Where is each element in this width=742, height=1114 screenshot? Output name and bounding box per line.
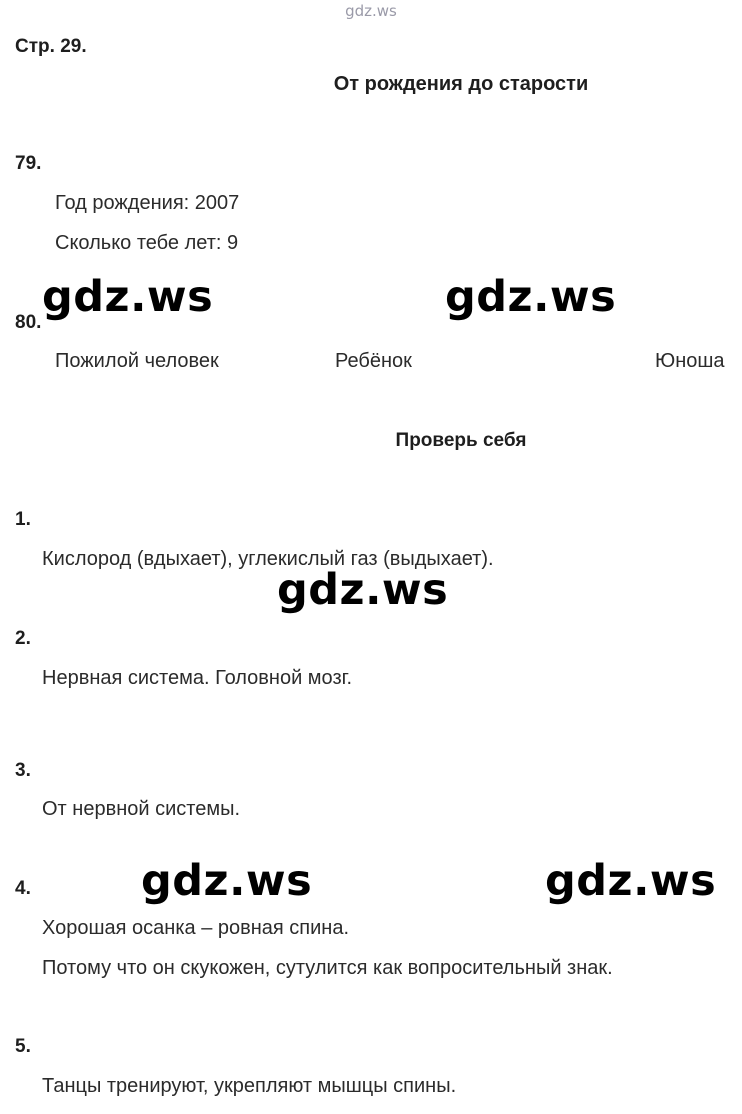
task-number-79: 79. bbox=[15, 153, 42, 174]
answer-2-line-1: Нервная система. Головной мозг. bbox=[42, 667, 353, 689]
word-child: Ребёнок bbox=[335, 350, 412, 372]
answer-number-5: 5. bbox=[15, 1036, 31, 1057]
site-watermark-top: gdz.ws bbox=[345, 2, 397, 20]
answer-number-1: 1. bbox=[15, 509, 31, 530]
task-number-80: 80. bbox=[15, 312, 42, 333]
birth-year-text: Год рождения: 2007 bbox=[55, 192, 240, 214]
answer-number-2: 2. bbox=[15, 628, 31, 649]
answer-1-line-1: Кислород (вдыхает), углекислый газ (выдыхает). bbox=[42, 548, 494, 570]
answer-number-3: 3. bbox=[15, 760, 31, 781]
watermark-1: gdz.ws bbox=[42, 272, 214, 322]
watermark-5: gdz.ws bbox=[545, 856, 717, 906]
age-text: Сколько тебе лет: 9 bbox=[55, 232, 239, 254]
section-title: От рождения до старости bbox=[333, 73, 589, 95]
check-yourself-title: Проверь себя bbox=[395, 430, 527, 451]
watermark-3: gdz.ws bbox=[277, 565, 449, 615]
answer-4-line-2: Потому что он скукожен, сутулится как вопросительный знак. bbox=[42, 957, 613, 979]
answer-3-line-1: От нервной системы. bbox=[42, 798, 240, 820]
answer-4-line-1: Хорошая осанка – ровная спина. bbox=[42, 917, 350, 939]
word-youth: Юноша bbox=[655, 350, 725, 372]
watermark-4: gdz.ws bbox=[141, 856, 313, 906]
answer-number-4: 4. bbox=[15, 878, 31, 899]
answer-5-line-1: Танцы тренируют, укрепляют мышцы спины. bbox=[42, 1075, 457, 1097]
watermark-2: gdz.ws bbox=[445, 272, 617, 322]
page-reference: Стр. 29. bbox=[15, 36, 87, 57]
word-elderly: Пожилой человек bbox=[55, 350, 219, 372]
